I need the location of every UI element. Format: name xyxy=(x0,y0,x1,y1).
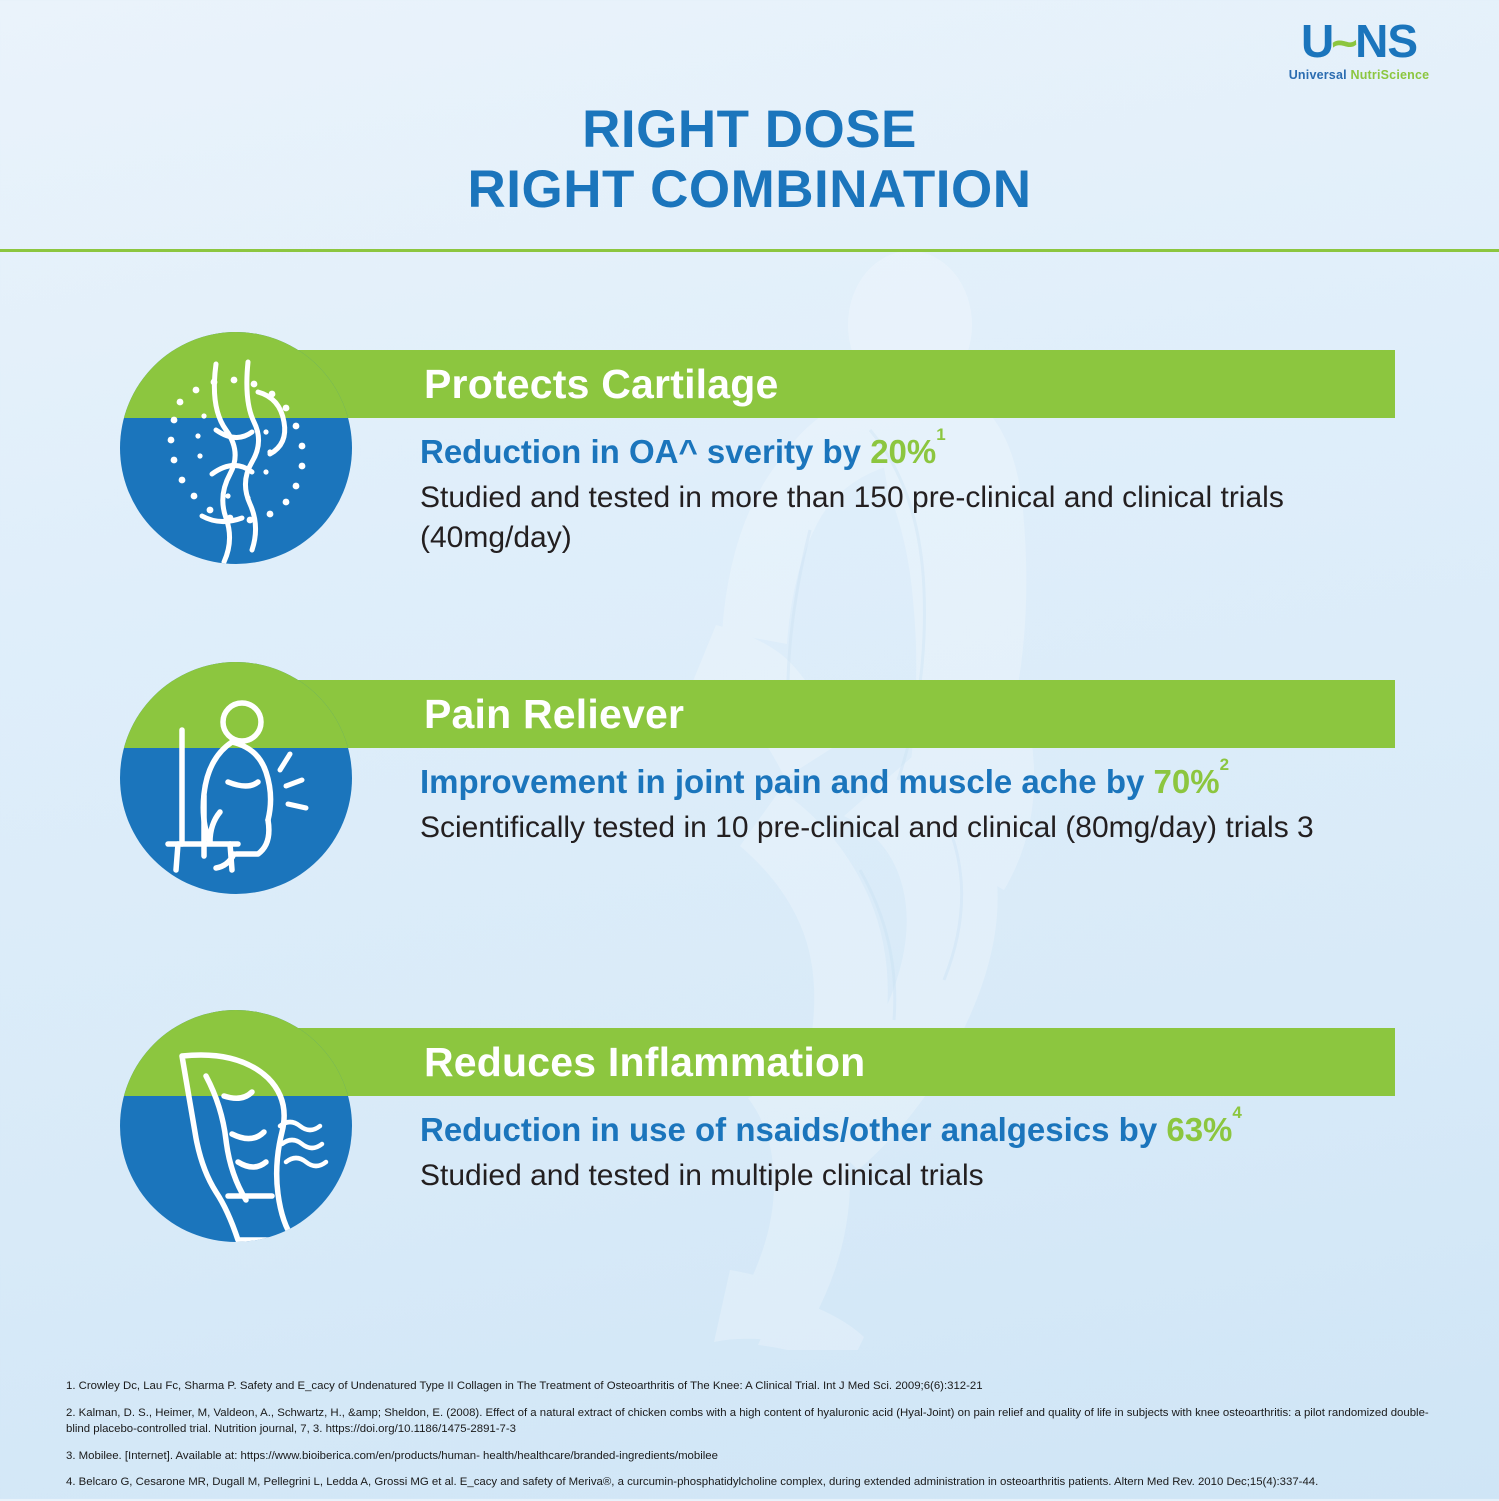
benefit-title-bar xyxy=(228,1028,1395,1096)
seated-person-back-pain-icon xyxy=(120,662,352,894)
logo-tagline-nutriscience: NutriScience xyxy=(1350,68,1430,82)
logo-letter-u: U xyxy=(1300,15,1334,67)
title-line-2: RIGHT COMBINATION xyxy=(467,160,1032,220)
benefit-description: Studied and tested in multiple clinical trials xyxy=(420,1159,984,1193)
benefit-stat-ref: 2 xyxy=(1219,754,1230,774)
benefit-block-protects-cartilage xyxy=(0,332,1499,632)
reference-item: 2. Kalman, D. S., Heimer, M, Valdeon, A., Schwartz, H., &amp; Sheldon, E. (2008). Effect of a natural extract of chicken combs with a high content of hyaluronic acid (Hyal-Joint) on pain relief and quality of life in subjects with knee osteoarthritis: a pilot randomized double-blind placebo-controlled trial. Nutrition journal, 7, 3. https://doi.org/10.1186/1475-2891-7-3 xyxy=(66,1406,1429,1436)
inflamed-knee-icon xyxy=(120,1010,352,1242)
header-divider xyxy=(0,249,1499,252)
benefit-stat-value: 63% xyxy=(1166,1111,1233,1148)
logo-wordmark xyxy=(1259,15,1459,70)
benefit-block-reduces-inflammation xyxy=(0,1010,1499,1310)
benefit-stat-ref: 1 xyxy=(936,424,946,444)
benefit-text xyxy=(420,424,1390,557)
benefit-title-bar xyxy=(228,680,1395,748)
reference-item: 1. Crowley Dc, Lau Fc, Sharma P. Safety and E_cacy of Undenatured Type II Collagen in The Treatment of Osteoarthritis of The Knee: A Clinical Trial. Int J Med Sci. 2009;6(6):312-21 xyxy=(66,1380,983,1392)
benefit-title: Pain Reliever xyxy=(424,690,685,737)
benefit-stat-value: 20% xyxy=(870,433,937,470)
knee-joint-icon xyxy=(120,332,352,564)
references-list xyxy=(66,1378,1446,1501)
benefit-stat xyxy=(420,424,1390,472)
benefit-description: Scientifically tested in 10 pre-clinical and clinical (80mg/day) trials 3 xyxy=(420,811,1314,845)
logo-tagline xyxy=(1259,68,1459,82)
company-logo xyxy=(1259,15,1459,82)
page-title xyxy=(0,100,1499,221)
benefit-description: Studied and tested in more than 150 pre-clinical and clinical trials (40mg/day) xyxy=(420,481,1284,554)
benefit-stat-prefix: Reduction in OA^ sverity by xyxy=(420,433,871,470)
title-line-1: RIGHT DOSE xyxy=(582,100,917,159)
logo-tagline-universal: Universal xyxy=(1288,68,1351,82)
benefit-stat-ref: 4 xyxy=(1232,1102,1242,1122)
benefit-stat xyxy=(420,1102,1390,1150)
benefit-stat-value: 70% xyxy=(1153,763,1220,800)
reference-item: 4. Belcaro G, Cesarone MR, Dugall M, Pellegrini L, Ledda A, Grossi MG et al. E_cacy and safety of Meriva®, a curcumin-phosphatidylcholine complex, during extended administration in osteoarthritis patients. Altern Med Rev. 2010 Dec;15(4):337-44. xyxy=(66,1476,1319,1489)
benefit-title: Protects Cartilage xyxy=(424,360,779,407)
benefit-stat-prefix: Reduction in use of nsaids/other analgesics by xyxy=(420,1111,1167,1148)
benefit-stat xyxy=(420,754,1390,802)
benefit-text xyxy=(420,1102,1390,1196)
reference-item: 3. Mobilee. [Internet]. Available at: https://www.bioiberica.com/en/products/human- health/healthcare/branded-ingredients/mobilee xyxy=(66,1449,718,1462)
benefit-text xyxy=(420,754,1390,848)
logo-letters-ns: NS xyxy=(1355,15,1417,67)
benefit-stat-prefix: Improvement in joint pain and muscle ache by xyxy=(420,763,1154,800)
benefit-title-bar xyxy=(228,350,1395,418)
benefit-block-pain-reliever xyxy=(0,662,1499,962)
logo-swoosh-icon: ~ xyxy=(1329,16,1359,70)
benefit-title: Reduces Inflammation xyxy=(424,1038,866,1085)
